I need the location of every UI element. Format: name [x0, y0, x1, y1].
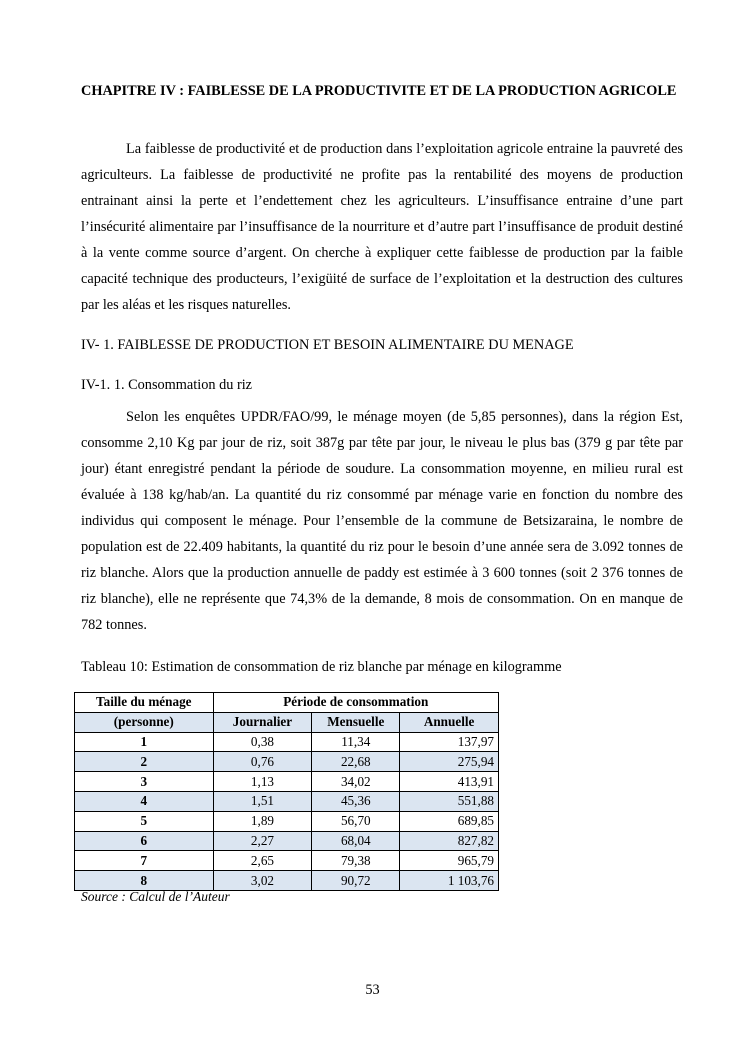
- cell-monthly: 11,34: [312, 732, 400, 752]
- table-caption: Tableau 10: Estimation de consommation de riz blanche par ménage en kilogramme: [81, 659, 562, 675]
- source-note: Source : Calcul de l’Auteur: [81, 889, 230, 904]
- cell-monthly: 22,68: [312, 752, 400, 772]
- table-row: [75, 791, 499, 811]
- table-row: [75, 772, 499, 792]
- cell-daily: 1,51: [213, 791, 312, 811]
- cell-monthly: 34,02: [312, 772, 400, 792]
- header-consumption-period: Période de consommation: [213, 693, 498, 713]
- cell-monthly: 68,04: [312, 831, 400, 851]
- cell-size: 6: [75, 831, 214, 851]
- table-row: [75, 752, 499, 772]
- body-paragraph-text: Selon les enquêtes UPDR/FAO/99, le ménage moyen (de 5,85 personnes), dans la région Est, consomme 2,10 Kg par jour de riz, soit 387g par tête par jour, le niveau le plus bas (379 g par tête par jour) étant enregistré pendant la période de soudure. La consommation moyenne, en milieu rural est évaluée à 138 kg/hab/an. La quantité du riz consommé par ménage varie en fonction du nombre des individus qui composent le ménage. Pour l’ensemble de la commune de Betsizaraina, le nombre de population est de 22.409 habitants, la quantité du riz pour le besoin d’une année sera de 3.092 tonnes de riz blanche. Alors que la production annuelle de paddy est estimée à 3 600 tonnes (soit 2 376 tonnes de riz blanche), elle ne représente que 74,3% de la demande, 8 mois de consommation. On en manque de 782 tonnes.: [81, 409, 683, 633]
- cell-yearly: 689,85: [400, 811, 499, 831]
- cell-daily: 0,76: [213, 752, 312, 772]
- cell-daily: 1,13: [213, 772, 312, 792]
- cell-monthly: 90,72: [312, 871, 400, 891]
- consumption-table: [74, 692, 499, 891]
- cell-monthly: 79,38: [312, 851, 400, 871]
- body-paragraph: [81, 404, 683, 638]
- table-row: [75, 851, 499, 871]
- cell-monthly: 45,36: [312, 791, 400, 811]
- cell-monthly: 56,70: [312, 811, 400, 831]
- cell-size: 7: [75, 851, 214, 871]
- intro-paragraph: [81, 136, 683, 318]
- intro-paragraph-text: La faiblesse de productivité et de production dans l’exploitation agricole entraine la pauvreté des agriculteurs. La faiblesse de productivité ne profite pas la rentabilité des moyens de production entrainant ainsi la perte et l’endettement chez les agriculteurs. L’insuffisance entraine d’une part l’insécurité alimentaire par l’insuffisance de la nourriture et d’autre part l’insuffisance de produit destiné à la vente comme source d’argent. On cherche à expliquer cette faiblesse de production par la faible capacité technique des producteurs, l’exigüité de surface de l’exploitation et la destruction des cultures par les aléas et les risques naturelles.: [81, 141, 683, 313]
- header-daily: Journalier: [213, 712, 312, 732]
- cell-yearly: 137,97: [400, 732, 499, 752]
- header-yearly: Annuelle: [400, 712, 499, 732]
- cell-yearly: 1 103,76: [400, 871, 499, 891]
- table-row: [75, 831, 499, 851]
- header-household-size-unit: (personne): [75, 712, 214, 732]
- cell-size: 8: [75, 871, 214, 891]
- cell-daily: 0,38: [213, 732, 312, 752]
- cell-yearly: 275,94: [400, 752, 499, 772]
- subsection-heading: IV-1. 1. Consommation du riz: [81, 377, 253, 393]
- table-row: [75, 811, 499, 831]
- chapter-title: CHAPITRE IV : FAIBLESSE DE LA PRODUCTIVITE ET DE LA PRODUCTION AGRICOLE: [81, 83, 677, 99]
- cell-size: 4: [75, 791, 214, 811]
- cell-daily: 2,65: [213, 851, 312, 871]
- header-household-size: Taille du ménage: [75, 693, 214, 713]
- cell-daily: 1,89: [213, 811, 312, 831]
- header-monthly: Mensuelle: [312, 712, 400, 732]
- page-number: 53: [365, 982, 380, 998]
- cell-yearly: 551,88: [400, 791, 499, 811]
- cell-yearly: 965,79: [400, 851, 499, 871]
- cell-daily: 2,27: [213, 831, 312, 851]
- cell-size: 5: [75, 811, 214, 831]
- cell-size: 1: [75, 732, 214, 752]
- table-row: [75, 871, 499, 891]
- cell-yearly: 413,91: [400, 772, 499, 792]
- cell-daily: 3,02: [213, 871, 312, 891]
- cell-yearly: 827,82: [400, 831, 499, 851]
- table-row: [75, 732, 499, 752]
- section-heading: IV- 1. FAIBLESSE DE PRODUCTION ET BESOIN ALIMENTAIRE DU MENAGE: [81, 337, 574, 353]
- cell-size: 3: [75, 772, 214, 792]
- cell-size: 2: [75, 752, 214, 772]
